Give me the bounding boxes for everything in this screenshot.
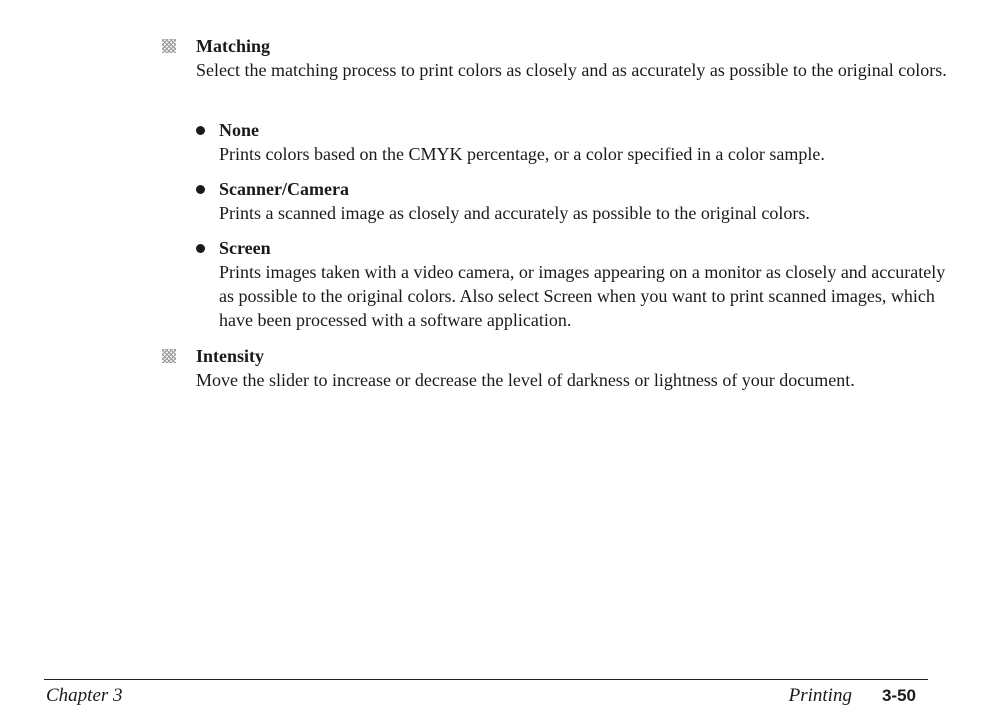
matching-description: Select the matching process to print colors as closely and as accurately as possible to the original colors. — [196, 60, 947, 80]
intensity-description: Move the slider to increase or decrease the level of darkness or lightness of your document. — [196, 370, 855, 390]
bullet-none-heading — [196, 118, 956, 142]
matching-title: Matching — [196, 35, 270, 56]
bullet-dot-icon — [196, 126, 205, 135]
matching-heading — [162, 34, 962, 58]
matching-section — [162, 34, 962, 82]
bullet-dot-icon — [196, 244, 205, 253]
page-number: 3-50 — [881, 686, 916, 705]
footer-section: Printing — [788, 685, 852, 706]
bullet-scanner-camera-description: Prints a scanned image as closely and accurately as possible to the original colors. — [219, 203, 810, 223]
bullet-dot-icon — [196, 185, 205, 194]
bullet-screen-title: Screen — [219, 237, 271, 258]
shaded-square-icon — [162, 349, 176, 363]
intensity-heading — [162, 344, 962, 368]
intensity-title: Intensity — [196, 345, 265, 366]
bullet-screen-description: Prints images taken with a video camera, or images appearing on a monitor as closely and accurately as possible to the original colors. Also select Screen when you want to print scanned images, which have been processed with a software application. — [219, 262, 946, 330]
intensity-section — [162, 344, 962, 392]
bullet-none-title: None — [219, 119, 259, 140]
bullet-scanner-camera-heading — [196, 177, 956, 201]
bullet-scanner-camera — [196, 177, 956, 225]
shaded-square-icon — [162, 39, 176, 53]
footer-chapter: Chapter 3 — [46, 685, 123, 706]
footer-rule — [44, 679, 928, 680]
bullet-screen — [196, 236, 956, 332]
footer-right — [789, 685, 916, 707]
bullet-none — [196, 118, 956, 166]
bullet-none-description: Prints colors based on the CMYK percentage, or a color specified in a color sample. — [219, 144, 825, 164]
bullet-scanner-camera-title: Scanner/Camera — [219, 178, 349, 199]
bullet-screen-heading — [196, 236, 956, 260]
